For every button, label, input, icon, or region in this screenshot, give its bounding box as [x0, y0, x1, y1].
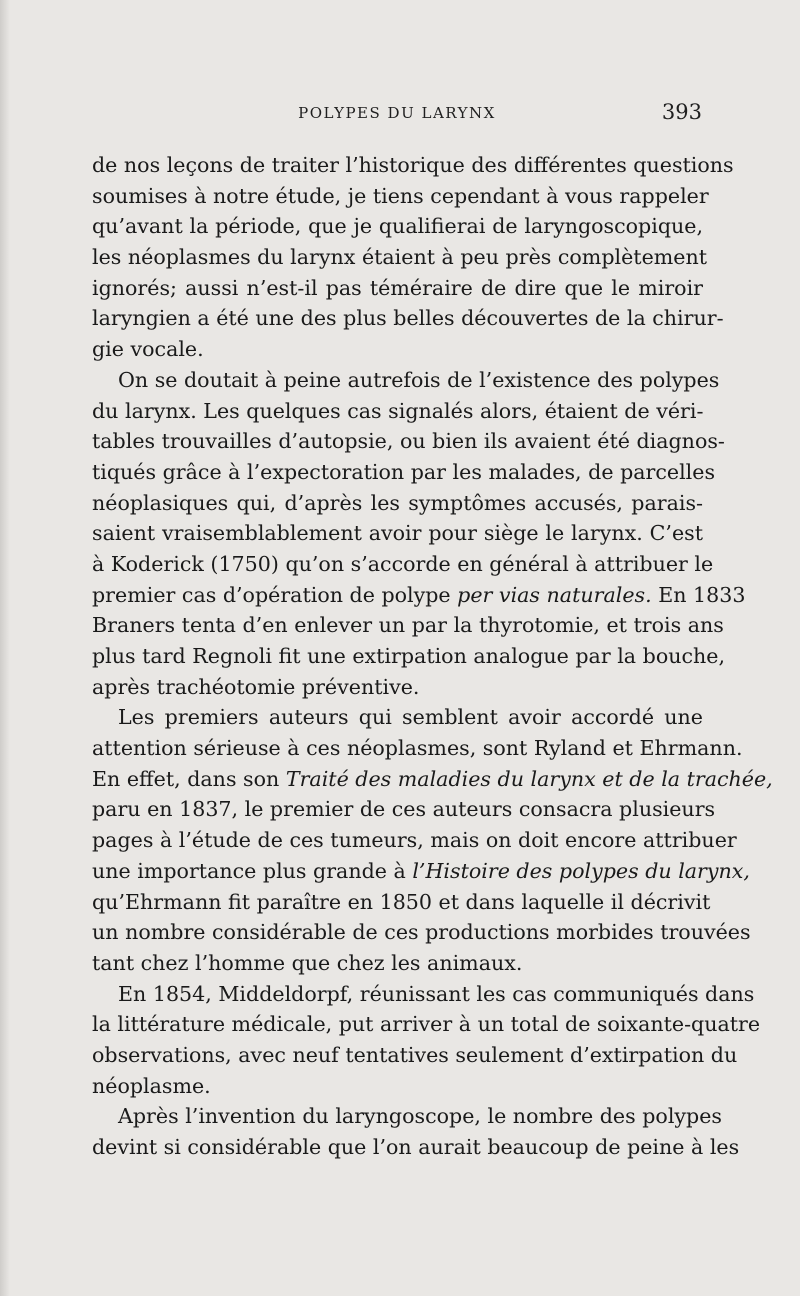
text-line: tables trouvailles d’autopsie, ou bien ils avaient été diagnos-: [92, 429, 725, 454]
text-line: saient vraisemblablement avoir pour siège le larynx. C’est: [92, 521, 703, 546]
text-segment: En 1833: [658, 582, 746, 607]
text-line: un nombre considérable de ces productions morbides trouvées: [92, 920, 751, 945]
text-line: néoplasme.: [92, 1073, 211, 1098]
text-line: paru en 1837, le premier de ces auteurs consacra plusieurs: [92, 797, 716, 822]
text-line: après trachéotomie préventive.: [92, 674, 420, 699]
text-line: pages à l’étude de ces tumeurs, mais on doit encore attribuer: [92, 828, 737, 853]
text-line: En 1854, Middeldorpf, réunissant les cas communiqués dans: [118, 981, 755, 1006]
text-line: gie vocale.: [92, 337, 204, 362]
text-line: du larynx. Les quelques cas signalés alors, étaient de véri-: [92, 398, 704, 423]
text-line: soumises à notre étude, je tiens cependant à vous rappeler: [92, 183, 709, 208]
page-binding-shadow: [0, 0, 10, 1296]
text-line: ignorés; aussi n’est-il pas téméraire de dire que le miroir: [92, 275, 703, 300]
text-line: de nos leçons de traiter l’historique des différentes questions: [92, 153, 734, 177]
text-line: On se doutait à peine autrefois de l’existence des polypes: [118, 367, 720, 392]
text-segment: premier cas d’opération de polype: [92, 582, 451, 607]
text-segment: En effet, dans son: [92, 766, 280, 791]
text-segment: une importance plus grande à: [92, 858, 406, 883]
text-line: la littérature médicale, put arriver à un total de soixante-quatre: [92, 1012, 761, 1037]
running-head: POLYPES DU LARYNX: [298, 104, 496, 122]
page-header: [92, 100, 702, 130]
text-line: tiqués grâce à l’expectoration par les malades, de parcelles: [92, 459, 716, 484]
text-line: [92, 580, 746, 611]
text-line: Braners tenta d’en enlever un par la thyrotomie, et trois ans: [92, 613, 724, 638]
text-line: [92, 764, 773, 795]
italic-phrase: per vias naturales.: [457, 582, 652, 607]
text-line: qu’avant la période, que je qualifierai de laryngoscopique,: [92, 214, 703, 239]
italic-title: Traité des maladies du larynx et de la trachée,: [285, 766, 773, 791]
text-line: à Koderick (1750) qu’on s’accorde en général à attribuer le: [92, 551, 714, 576]
text-line: Après l’invention du laryngoscope, le nombre des polypes: [118, 1104, 722, 1129]
body-text: [92, 150, 773, 1163]
text-line: devint si considérable que l’on aurait beaucoup de peine à les: [92, 1135, 740, 1159]
text-line: qu’Ehrmann fit paraître en 1850 et dans laquelle il décrivit: [92, 889, 711, 914]
italic-title: l’Histoire des polypes du larynx,: [412, 858, 750, 883]
text-line: [92, 856, 750, 887]
text-line: laryngien a été une des plus belles découvertes de la chirur-: [92, 306, 724, 331]
text-line: attention sérieuse à ces néoplasmes, sont Ryland et Ehrmann.: [92, 736, 743, 761]
text-line: les néoplasmes du larynx étaient à peu près complètement: [92, 245, 708, 270]
text-line: observations, avec neuf tentatives seulement d’extirpation du: [92, 1042, 738, 1067]
page-number: 393: [661, 100, 702, 124]
text-line: Les premiers auteurs qui semblent avoir accordé une: [118, 705, 703, 730]
text-line: plus tard Regnoli fit une extirpation analogue par la bouche,: [92, 644, 726, 668]
text-line: tant chez l’homme que chez les animaux.: [92, 950, 523, 975]
text-line: néoplasiques qui, d’après les symptômes accusés, parais-: [92, 490, 703, 515]
